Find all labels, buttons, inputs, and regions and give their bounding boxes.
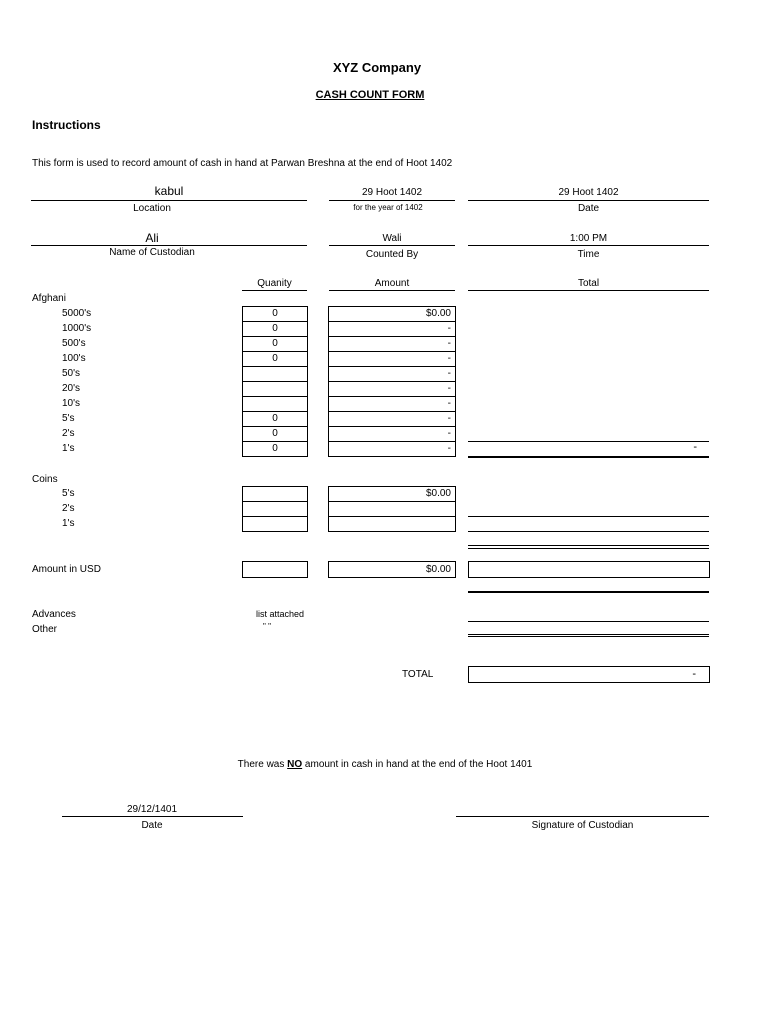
coins-quantity-cell[interactable] xyxy=(242,516,308,532)
date-label: Date xyxy=(577,203,600,214)
advances-label: Advances xyxy=(32,609,76,620)
afghani-denomination-label: 20's xyxy=(62,383,81,394)
afghani-amount-cell[interactable]: - xyxy=(328,381,456,397)
form-title: CASH COUNT FORM xyxy=(315,89,425,101)
time-label: Time xyxy=(577,249,600,260)
quantity-column-header: Quanity xyxy=(257,278,292,289)
signature-line xyxy=(456,816,709,817)
instructions-heading: Instructions xyxy=(32,118,101,132)
afghani-amount-cell[interactable]: - xyxy=(328,396,456,412)
coins-amount-cell[interactable] xyxy=(328,501,456,517)
coins-total-line-1 xyxy=(468,516,709,517)
year-line xyxy=(329,200,455,201)
usd-total-cell[interactable] xyxy=(468,561,710,578)
afghani-total-bottom-line xyxy=(468,456,709,458)
amount-column-header: Amount xyxy=(374,278,410,289)
counted-by-value[interactable]: Wali xyxy=(382,233,402,244)
usd-amount-cell[interactable]: $0.00 xyxy=(328,561,456,578)
footer-date-line xyxy=(62,816,243,817)
usd-label: Amount in USD xyxy=(32,564,101,575)
statement-emphasis: NO xyxy=(287,759,303,770)
coins-total-line-4 xyxy=(468,548,709,549)
grand-total-cell: - xyxy=(468,666,710,683)
location-label: Location xyxy=(133,203,171,214)
coins-quantity-cell[interactable] xyxy=(242,501,308,517)
afghani-quantity-cell[interactable] xyxy=(242,381,308,397)
usd-quantity-cell[interactable] xyxy=(242,561,308,578)
location-value[interactable]: kabul xyxy=(154,184,184,198)
custodian-value[interactable]: Ali xyxy=(145,231,159,245)
afghani-quantity-cell[interactable] xyxy=(242,396,308,412)
custodian-line xyxy=(31,245,307,246)
afghani-amount-cell[interactable]: - xyxy=(328,441,456,457)
year-value[interactable]: 29 Hoot 1402 xyxy=(361,187,423,198)
location-line xyxy=(31,200,307,201)
afghani-amount-cell[interactable]: - xyxy=(328,351,456,367)
afghani-section-label: Afghani xyxy=(32,293,66,304)
afghani-denomination-label: 50's xyxy=(62,368,81,379)
usd-total-underline xyxy=(468,591,709,593)
amount-header-line xyxy=(329,290,455,291)
afghani-denomination-label: 1000's xyxy=(62,323,92,334)
footer-date-value[interactable]: 29/12/1401 xyxy=(126,804,178,815)
afghani-quantity-cell[interactable]: 0 xyxy=(242,306,308,322)
afghani-amount-cell[interactable]: - xyxy=(328,426,456,442)
counted-by-label: Counted By xyxy=(365,249,419,260)
counted-by-line xyxy=(329,245,455,246)
afghani-quantity-cell[interactable]: 0 xyxy=(242,336,308,352)
coins-section-label: Coins xyxy=(32,474,58,485)
afghani-denomination-label: 500's xyxy=(62,338,86,349)
total-column-header: Total xyxy=(577,278,600,289)
cash-statement xyxy=(0,759,768,770)
advances-note: list attached xyxy=(256,609,305,619)
coins-amount-cell[interactable] xyxy=(328,516,456,532)
total-header-line xyxy=(468,290,709,291)
company-title: XYZ Company xyxy=(332,60,422,75)
afghani-quantity-cell[interactable]: 0 xyxy=(242,411,308,427)
afghani-quantity-cell[interactable]: 0 xyxy=(242,441,308,457)
afghani-denomination-label: 1's xyxy=(62,443,75,454)
other-line-1 xyxy=(468,634,709,635)
afghani-amount-cell[interactable]: - xyxy=(328,321,456,337)
time-value[interactable]: 1:00 PM xyxy=(569,233,608,244)
time-line xyxy=(468,245,709,246)
coins-quantity-cell[interactable] xyxy=(242,486,308,502)
afghani-quantity-cell[interactable]: 0 xyxy=(242,321,308,337)
quantity-header-line xyxy=(242,290,307,291)
date-value[interactable]: 29 Hoot 1402 xyxy=(558,187,619,198)
afghani-total-value: - xyxy=(693,441,697,453)
afghani-amount-cell[interactable]: - xyxy=(328,411,456,427)
statement-suffix: amount in cash in hand at the end of the Hoot 1401 xyxy=(304,759,533,770)
afghani-amount-cell[interactable]: - xyxy=(328,336,456,352)
other-label: Other xyxy=(32,624,58,635)
afghani-denomination-label: 5000's xyxy=(62,308,92,319)
afghani-denomination-label: 2's xyxy=(62,428,75,439)
footer-date-label: Date xyxy=(141,820,163,831)
afghani-amount-cell[interactable]: $0.00 xyxy=(328,306,456,322)
afghani-quantity-cell[interactable]: 0 xyxy=(242,426,308,442)
coins-total-line-3 xyxy=(468,545,709,546)
date-line xyxy=(468,200,709,201)
advances-line xyxy=(468,621,709,622)
statement-prefix: There was xyxy=(237,759,288,770)
afghani-amount-cell[interactable]: - xyxy=(328,366,456,382)
coins-denomination-label: 5's xyxy=(62,488,75,499)
coins-amount-cell[interactable]: $0.00 xyxy=(328,486,456,502)
instructions-text: This form is used to record amount of cash in hand at Parwan Breshna at the end of Hoot 1402 xyxy=(32,158,453,169)
year-caption: for the year of 1402 xyxy=(353,203,423,212)
afghani-denomination-label: 100's xyxy=(62,353,86,364)
afghani-denomination-label: 10's xyxy=(62,398,81,409)
custodian-label: Name of Custodian xyxy=(109,247,195,258)
afghani-denomination-label: 5's xyxy=(62,413,75,424)
afghani-quantity-cell[interactable]: 0 xyxy=(242,351,308,367)
other-line-2 xyxy=(468,636,709,637)
grand-total-label: TOTAL xyxy=(402,669,434,680)
coins-total-line-2 xyxy=(468,531,709,532)
afghani-quantity-cell[interactable] xyxy=(242,366,308,382)
other-note: " " xyxy=(263,622,271,631)
coins-denomination-label: 1's xyxy=(62,518,75,529)
signature-label: Signature of Custodian xyxy=(531,820,634,831)
coins-denomination-label: 2's xyxy=(62,503,75,514)
